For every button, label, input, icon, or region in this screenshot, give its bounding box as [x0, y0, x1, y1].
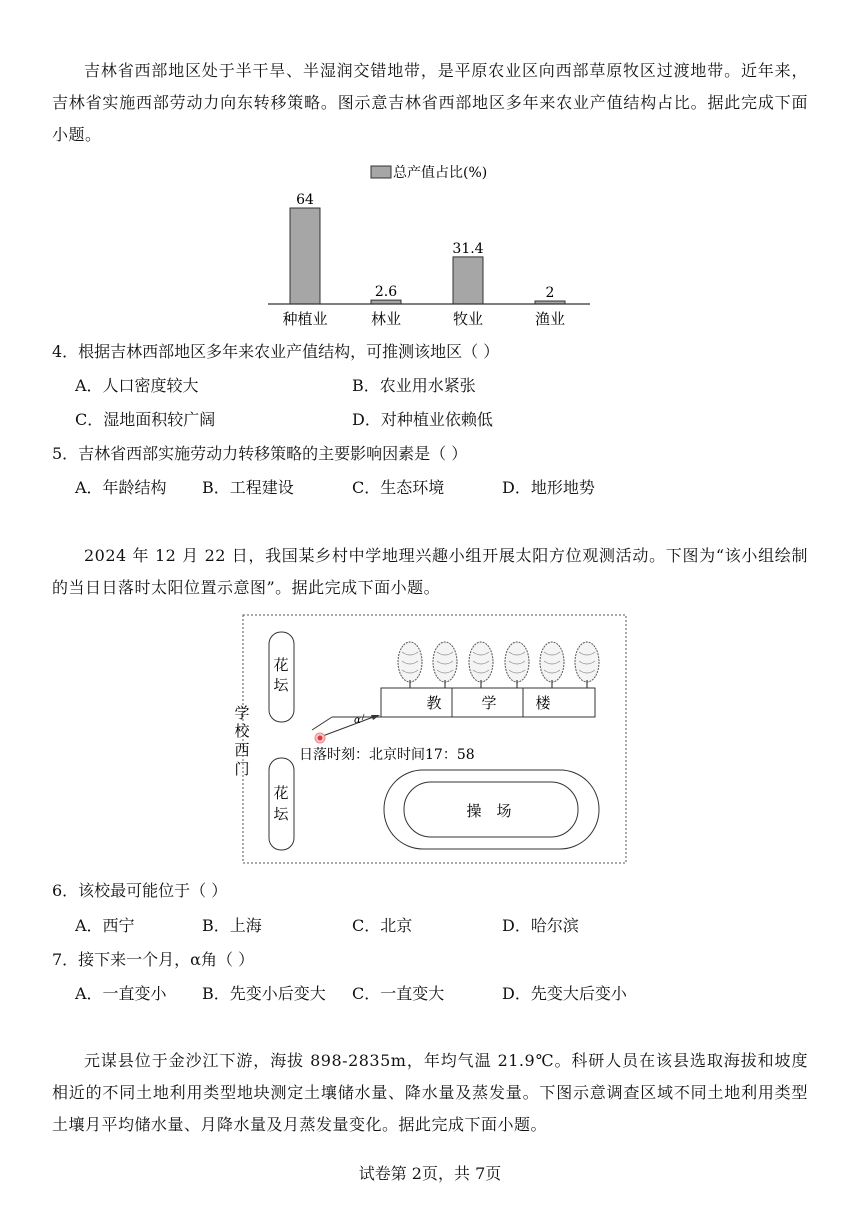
question-7-stem: 7．接下来一个月，α角（ ） [52, 950, 255, 969]
school-west-gate-label [234, 704, 250, 778]
tree-icon [505, 642, 529, 688]
chart-legend [371, 164, 487, 181]
passage-sunset-observation: 2024 年 12 月 22 日，我国某乡村中学地理兴趣小组开展太阳方位观测活动。下图为“该小组绘制的当日日落时太阳位置示意图”。据此完成下面小题。 [52, 546, 808, 597]
building-label-3: 楼 [535, 694, 551, 712]
q4-option-b[interactable]: B．农业用水紧张 [352, 376, 476, 395]
passage-jilin: 吉林省西部地区处于半干旱、半湿润交错地带，是平原农业区向西部草原牧区过渡地带。近年来，吉林省实施西部劳动力向东转移策略。图示意吉林省西部地区多年来农业产值结构占比。据此完成下面小题。 [52, 61, 808, 144]
passage-yuanmou: 元谋县位于金沙江下游，海拔 898-2835m，年均气温 21.9℃。科研人员在该县选取海拔和坡度相近的不同土地利用类型地块测定土壤储水量、降水量及蒸发量。下图示意调查区域不同土地利用类型土壤月平均储水量、月降水量及月蒸发量变化。据此完成下面小题。 [52, 1051, 808, 1134]
alpha-label: α [354, 715, 361, 726]
tree-icon [433, 642, 457, 688]
agri-output-bar-chart [260, 156, 600, 332]
legend-swatch [371, 166, 391, 178]
sun-icon [315, 733, 325, 743]
tree-icon [469, 642, 493, 688]
bar-value-label-4: 2 [545, 285, 555, 301]
q6-option-b[interactable]: B．上海 [202, 916, 262, 935]
tree-icon [398, 642, 422, 688]
q5-option-c[interactable]: C．生态环境 [352, 478, 445, 497]
q7-option-b[interactable]: B．先变小后变大 [202, 984, 326, 1003]
legend-label: 总产值占比(%) [393, 165, 488, 181]
q4-option-d[interactable]: D．对种植业依赖低 [352, 410, 493, 429]
svg-text:学: 学 [234, 704, 250, 722]
flowerbed-bottom [269, 758, 294, 850]
flowerbed-bottom-label-1: 花 [273, 784, 289, 802]
question-6-stem: 6．该校最可能位于（ ） [52, 881, 228, 900]
q5-option-b[interactable]: B．工程建设 [202, 478, 294, 497]
bar-1 [290, 208, 320, 304]
question-4-stem: 4．根据吉林西部地区多年来农业产值结构，可推测该地区（ ） [52, 342, 500, 361]
playground-label: 操 场 [466, 802, 512, 820]
q6-option-d[interactable]: D．哈尔滨 [502, 916, 579, 935]
tree-icon [540, 642, 564, 688]
flowerbed-top-label-2: 坛 [273, 676, 289, 694]
q5-option-d[interactable]: D．地形地势 [502, 478, 595, 497]
q4-option-c[interactable]: C．湿地面积较广阔 [75, 410, 216, 429]
flowerbed-top-label-1: 花 [273, 656, 289, 674]
building-label-1: 教 [426, 694, 442, 712]
svg-text:校: 校 [234, 722, 250, 740]
sunset-time-label: 日落时刻：北京时间17：58 [299, 747, 475, 763]
category-label-1: 种植业 [282, 310, 328, 328]
page-footer: 试卷第 2页，共 7页 [358, 1164, 502, 1183]
bar-value-label-2: 2.6 [374, 284, 398, 301]
q7-option-c[interactable]: C．一直变大 [352, 984, 445, 1003]
bar-value-label-3: 31.4 [452, 240, 484, 257]
tree-row [398, 642, 599, 688]
q4-option-a[interactable]: A．人口密度较大 [75, 376, 199, 395]
svg-text:门: 门 [234, 760, 250, 778]
building-label-2: 学 [481, 694, 497, 712]
q6-option-c[interactable]: C．北京 [352, 916, 413, 935]
flowerbed-bottom-label-2: 坛 [273, 805, 289, 823]
bar-value-label-1: 64 [296, 192, 314, 208]
q7-option-d[interactable]: D．先变大后变小 [502, 984, 627, 1003]
q6-option-a[interactable]: A．西宁 [75, 916, 135, 935]
question-5-stem: 5．吉林省西部实施劳动力转移策略的主要影响因素是（ ） [52, 444, 468, 463]
q7-option-a[interactable]: A．一直变小 [75, 984, 167, 1003]
category-label-2: 林业 [370, 310, 402, 328]
svg-text:西: 西 [234, 741, 250, 759]
q5-option-a[interactable]: A．年龄结构 [75, 478, 167, 497]
category-label-3: 牧业 [452, 310, 484, 328]
tree-icon [575, 642, 599, 688]
reference-line-extension [312, 717, 332, 730]
school-sunset-map [230, 612, 630, 866]
category-label-4: 渔业 [534, 310, 566, 328]
bar-3 [453, 257, 483, 304]
